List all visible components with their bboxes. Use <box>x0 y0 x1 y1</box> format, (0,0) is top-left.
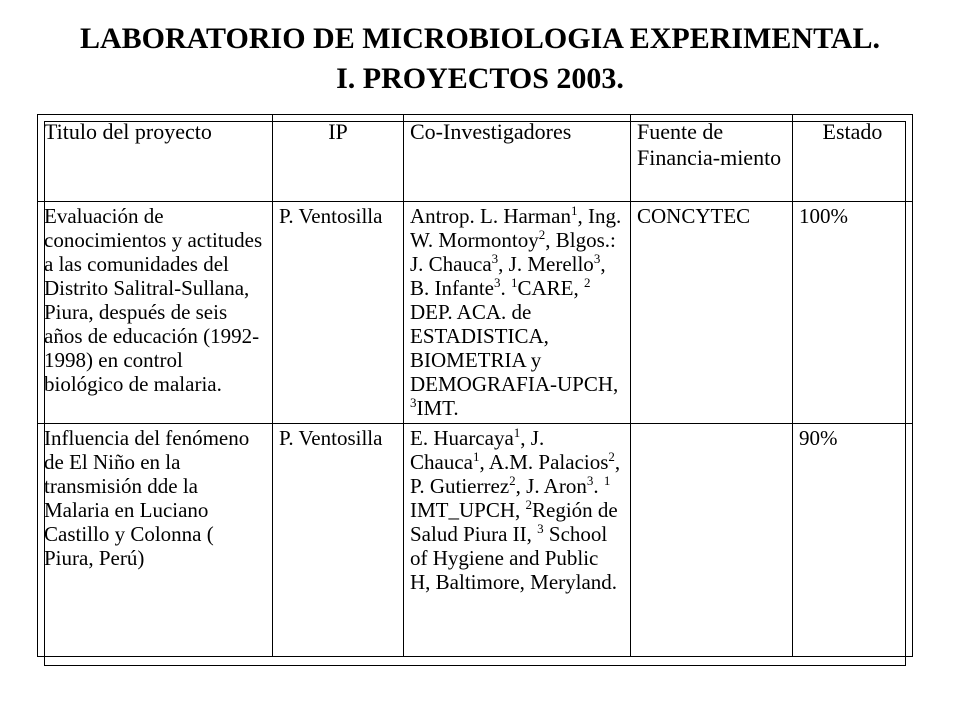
footnote-marker: 3 <box>593 251 601 266</box>
footnote-marker: 1 <box>472 449 480 464</box>
page-title: LABORATORIO DE MICROBIOLOGIA EXPERIMENTAL. <box>79 22 881 55</box>
column-header-co-investigators: Co-Investigadores <box>403 115 630 201</box>
cell-funding <box>630 423 792 656</box>
column-header-ip: IP <box>272 115 403 201</box>
footnote-marker: 3 <box>410 395 417 410</box>
footnote-marker: 2 <box>525 497 533 512</box>
page-subtitle: I. PROYECTOS 2003. <box>336 62 624 95</box>
cell-funding: CONCYTEC <box>630 201 792 423</box>
footnote-marker: 1 <box>513 425 521 440</box>
table-header-row <box>38 115 912 201</box>
footnote-marker: 2 <box>509 473 516 488</box>
footnote-marker: 2 <box>608 449 615 464</box>
column-header-title: Titulo del proyecto <box>44 119 212 144</box>
footnote-marker: 3 <box>537 521 544 536</box>
cell-ip: P. Ventosilla <box>272 201 403 423</box>
footnote-marker: 1 <box>603 473 611 488</box>
footnote-marker: 3 <box>491 251 499 266</box>
footnote-marker: 3 <box>586 473 594 488</box>
footnote-marker: 1 <box>510 275 518 290</box>
cell-co-investigators: E. Huarcaya$^1$, J. Chauca$^1$, A.M. Palacios$^2$, P. Gutierrez$^2$, J. Aron$^3$. $^1$ IMT_UPCH, $^2$Región de Salud Piura II, $^3$ School of Hygiene and Public H, Baltimore, Meryland. <box>403 423 630 656</box>
footnote-marker: 2 <box>538 227 546 242</box>
cell-co-investigators: Antrop. L. Harman$^1$, Ing. W. Mormontoy$^2$, Blgos.: J. Chauca$^3$, J. Merello$^3$, B. Infante$^3$. $^1$CARE, $^2$ DEP. ACA. de ESTADISTICA, BIOMETRIA y DEMOGRAFIA-UPCH, $^3$IMT. <box>403 201 630 423</box>
table-row <box>38 201 912 423</box>
footnote-marker: 3 <box>493 275 501 290</box>
column-header-funding: Fuente de Financia-miento <box>630 115 792 201</box>
cell-project-title: Influencia del fenómeno de El Niño en la transmisión dde la Malaria en Luciano Castillo y Colonna ( Piura, Perú) <box>38 423 272 656</box>
cell-status: 90% <box>792 423 912 656</box>
cell-status: 100% <box>792 201 912 423</box>
footnote-marker: 1 <box>570 203 578 218</box>
cell-project-title: Evaluación de conocimientos y actitudes a las comunidades del Distrito Salitral-Sullana, Piura, después de seis años de educación (1992-1998) en control biológico de malaria. <box>38 201 272 423</box>
projects-table <box>37 114 913 657</box>
footnote-marker: 2 <box>584 275 591 290</box>
table-row <box>38 423 912 656</box>
cell-ip: P. Ventosilla <box>272 423 403 656</box>
column-header-status: Estado <box>792 115 912 201</box>
